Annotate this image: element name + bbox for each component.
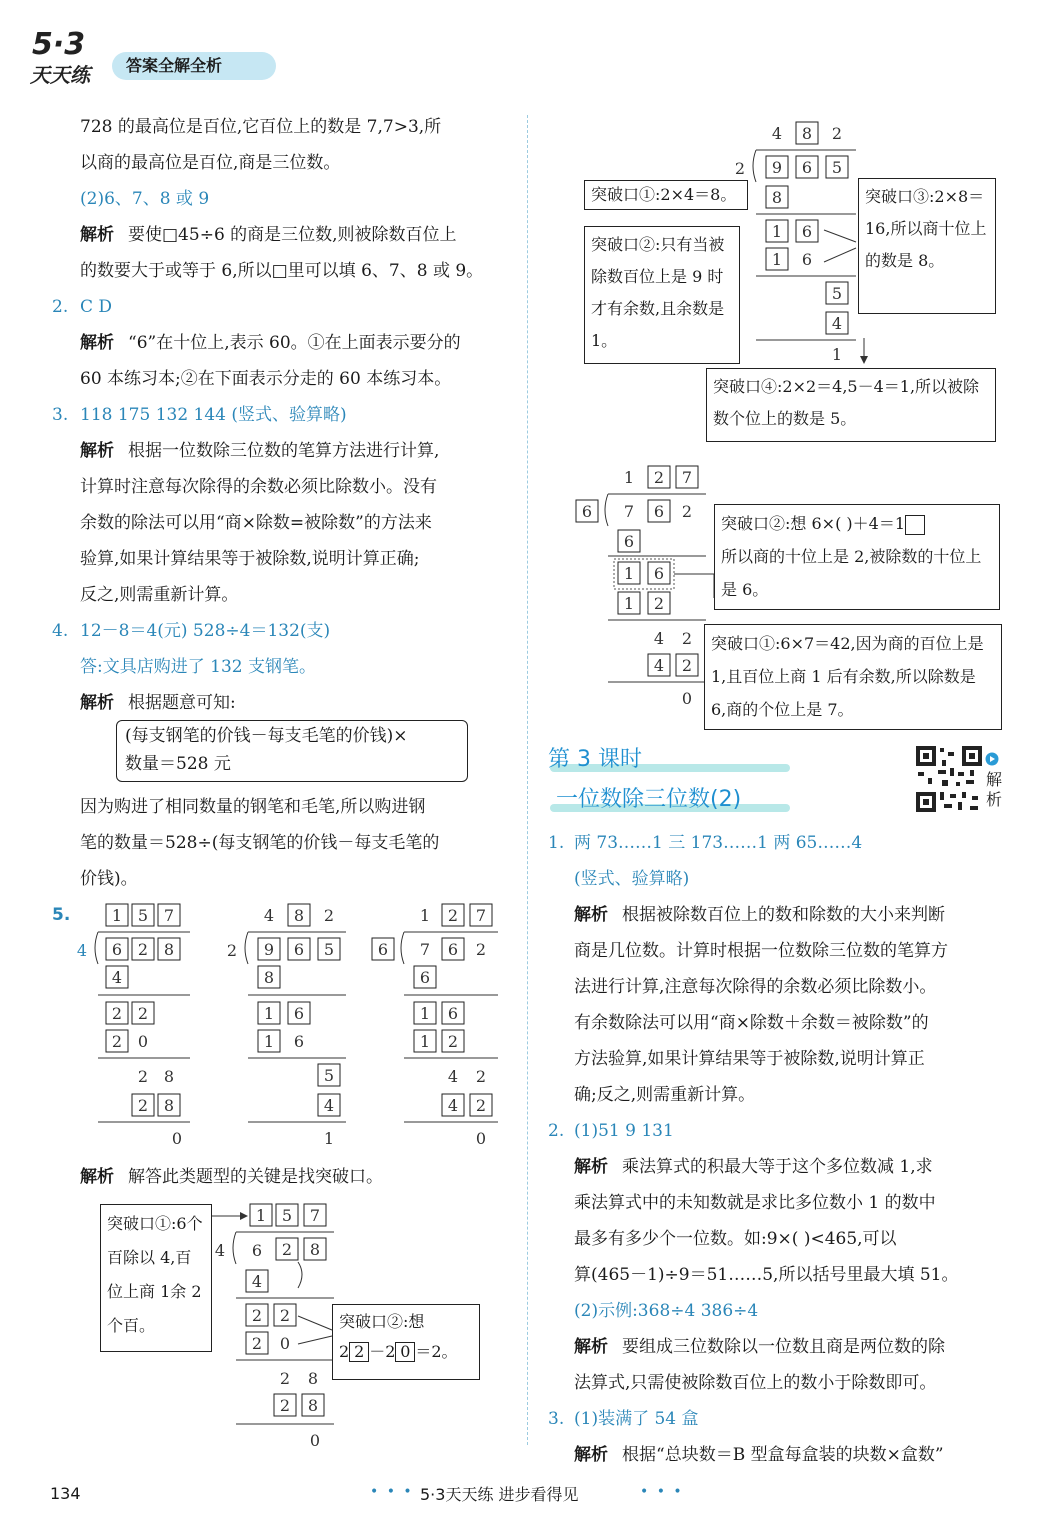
text-line: 笔的数量＝528÷(每支钢笔的价钱－每支毛笔的 [80, 833, 440, 853]
svg-text:8: 8 [801, 124, 813, 143]
text-line: 反之,则需重新计算。 [80, 585, 239, 605]
svg-text:7: 7 [419, 940, 431, 959]
digit-box: 0 [395, 1342, 415, 1362]
answer-line: 答:文具店购进了 132 支钢笔。 [80, 657, 316, 677]
svg-text:2: 2 [279, 1396, 291, 1415]
text-line: 根据题意可知: [128, 693, 236, 713]
svg-text:5: 5 [323, 1066, 335, 1085]
svg-text:1: 1 [831, 345, 843, 364]
long-division-3 [368, 900, 508, 1150]
analysis-tag: 解析 [574, 1337, 608, 1357]
svg-text:2: 2 [137, 1004, 149, 1023]
answer-line: (2)示例:368÷4 386÷4 [574, 1301, 759, 1321]
text-line: 最多有多少个一位数。如:9×( )<465,可以 [574, 1229, 897, 1249]
svg-text:2: 2 [681, 629, 693, 648]
text-line: 法算式,只需使被除数百位上的数小于除数即可。 [574, 1373, 937, 1393]
svg-text:1: 1 [111, 906, 123, 925]
formula-line: (每支钢笔的价钱－每支毛笔的价钱)× [125, 726, 408, 746]
svg-text:7: 7 [623, 502, 635, 521]
svg-text:1: 1 [263, 1032, 275, 1051]
svg-text:4: 4 [76, 941, 88, 960]
svg-text:6: 6 [653, 502, 665, 521]
text-line: 以商的最高位是百位,商是三位数。 [80, 153, 341, 173]
svg-text:4: 4 [771, 124, 783, 143]
note-text: －2 [369, 1342, 396, 1361]
svg-text:2: 2 [279, 1369, 291, 1388]
svg-text:8: 8 [163, 940, 175, 959]
svg-text:5: 5 [831, 284, 843, 303]
svg-text:1: 1 [771, 222, 783, 241]
svg-text:4: 4 [653, 656, 665, 675]
text-line: 计算时注意每次除得的余数必须比除数小。没有 [80, 477, 437, 497]
breakthrough-note-top-2: 突破口②:只有当被除数百位上是 9 时才有余数,且余数是 1。 [584, 226, 740, 364]
svg-text:2: 2 [831, 124, 843, 143]
svg-text:7: 7 [309, 1206, 321, 1225]
svg-text:1: 1 [771, 250, 783, 269]
svg-text:5: 5 [137, 906, 149, 925]
svg-text:0: 0 [681, 689, 693, 708]
text-line: 解答此类题型的关键是找突破口。 [128, 1167, 383, 1187]
text-line: 的数要大于或等于 6,所以□里可以填 6、7、8 或 9。 [80, 261, 484, 281]
svg-text:2: 2 [137, 940, 149, 959]
text-line: 有余数除法可以用“商×除数＋余数＝被除数”的 [574, 1013, 929, 1033]
breakthrough-note-top-4: 突破口④:2×2＝4,5－4＝1,所以被除数个位上的数是 5。 [706, 368, 996, 442]
svg-text:6: 6 [447, 1004, 459, 1023]
text-line: 余数的除法可以用“商×除数=被除数”的方法来 [80, 513, 432, 533]
svg-text:6: 6 [377, 940, 389, 959]
right-division-middle [572, 460, 722, 716]
svg-text:5: 5 [831, 158, 843, 177]
analysis-tag: 解析 [80, 225, 114, 245]
text-line: 算(465－1)÷9＝51……5,所以括号里最大填 51。 [574, 1265, 959, 1285]
svg-text:2: 2 [681, 656, 693, 675]
question-number: 4. [52, 621, 69, 641]
note-text: 突破口②:想 6×( )＋4＝1 [721, 514, 905, 533]
text-line: 根据被除数百位上的数和除数的大小来判断 [622, 905, 945, 925]
svg-text:4: 4 [447, 1096, 459, 1115]
svg-text:4: 4 [251, 1272, 263, 1291]
svg-text:6: 6 [623, 532, 635, 551]
svg-text:6: 6 [801, 158, 813, 177]
text-line: 728 的最高位是百位,它百位上的数是 7,7>3,所 [80, 117, 442, 137]
svg-text:1: 1 [255, 1206, 267, 1225]
analysis-tag: 解析 [574, 1157, 608, 1177]
svg-text:4: 4 [111, 968, 123, 987]
svg-text:6: 6 [419, 968, 431, 987]
answer-line: (1)51 9 131 [574, 1121, 674, 1141]
page-number: 134 [50, 1484, 81, 1503]
note-text: 突破口②:想 [339, 1312, 425, 1331]
svg-text:4: 4 [653, 629, 665, 648]
header-title: 答案全解全析 [112, 52, 276, 80]
svg-text:2: 2 [653, 468, 665, 487]
text-line: 价钱)。 [80, 869, 138, 889]
analysis-tag: 解析 [80, 441, 114, 461]
text-line: 要使□45÷6 的商是三位数,则被除数百位上 [128, 225, 457, 245]
svg-text:0: 0 [475, 1129, 487, 1148]
svg-text:4: 4 [263, 906, 275, 925]
long-division-1 [72, 900, 202, 1150]
analysis-tag: 解析 [80, 693, 114, 713]
answer-line: 两 73……1 三 173……1 两 65……4 [574, 833, 863, 853]
svg-text:6: 6 [293, 940, 305, 959]
question-number: 2. [52, 297, 69, 317]
text-line: 乘法算式中的未知数就是求比多位数小 1 的数中 [574, 1193, 936, 1213]
svg-text:2: 2 [137, 1096, 149, 1115]
formula-line: 数量＝528 元 [125, 754, 231, 774]
svg-text:2: 2 [447, 906, 459, 925]
svg-text:1: 1 [623, 468, 635, 487]
svg-text:8: 8 [293, 906, 305, 925]
svg-text:2: 2 [279, 1306, 291, 1325]
note-text: 2 [339, 1342, 350, 1361]
svg-text:6: 6 [447, 940, 459, 959]
formula-box [116, 720, 468, 782]
svg-text:2: 2 [323, 906, 335, 925]
svg-text:8: 8 [307, 1369, 319, 1388]
svg-text:0: 0 [279, 1334, 291, 1353]
svg-text:5·3: 5·3 [32, 27, 86, 62]
svg-text:4: 4 [214, 1241, 226, 1260]
svg-text:1: 1 [323, 1129, 335, 1148]
svg-text:6: 6 [293, 1032, 305, 1051]
svg-text:0: 0 [137, 1032, 149, 1051]
text-line: 根据“总块数＝B 型盒每盒装的块数×盒数” [622, 1445, 944, 1465]
svg-text:2: 2 [447, 1032, 459, 1051]
svg-text:9: 9 [263, 940, 275, 959]
svg-text:2: 2 [111, 1004, 123, 1023]
svg-text:2: 2 [681, 502, 693, 521]
svg-text:2: 2 [475, 1096, 487, 1115]
analysis-tag: 解析 [80, 1167, 114, 1187]
answer-line: C D [80, 297, 113, 317]
lesson-title: 第 3 课时 [548, 747, 642, 772]
svg-text:1: 1 [263, 1004, 275, 1023]
svg-text:2: 2 [137, 1067, 149, 1086]
svg-text:2: 2 [251, 1306, 263, 1325]
brand-logo [28, 24, 108, 88]
text-line: 验算,如果计算结果等于被除数,说明计算正确; [80, 549, 420, 569]
svg-text:8: 8 [163, 1096, 175, 1115]
svg-text:7: 7 [681, 468, 693, 487]
blank-box [905, 515, 925, 535]
svg-text:2: 2 [475, 1067, 487, 1086]
svg-text:6: 6 [581, 502, 593, 521]
footer-dots-icon: • • • [370, 1484, 414, 1500]
digit-box: 2 [349, 1342, 369, 1362]
svg-text:1: 1 [623, 594, 635, 613]
svg-text:2: 2 [226, 941, 238, 960]
svg-text:8: 8 [263, 968, 275, 987]
svg-text:5: 5 [323, 940, 335, 959]
answer-line: (2)6、7、8 或 9 [80, 189, 210, 209]
svg-text:6: 6 [251, 1241, 263, 1260]
text-line: “6”在十位上,表示 60。①在上面表示要分的 [128, 333, 461, 353]
svg-text:6: 6 [801, 222, 813, 241]
svg-text:4: 4 [447, 1067, 459, 1086]
breakthrough-note-top-1: 突破口①:2×4＝8。 [584, 180, 748, 210]
note-text: ＝2。 [415, 1342, 458, 1361]
svg-text:8: 8 [771, 188, 783, 207]
analysis-tag: 解析 [574, 905, 608, 925]
svg-text:2: 2 [475, 940, 487, 959]
analysis-tag: 解析 [574, 1445, 608, 1465]
answer-line: 12－8＝4(元) 528÷4＝132(支) [80, 621, 331, 641]
text-line: 商是几位数。计算时根据一位数除三位数的笔算方 [574, 941, 948, 961]
long-division-2 [222, 900, 352, 1150]
svg-text:1: 1 [623, 564, 635, 583]
answer-line: 118 175 132 144 (竖式、验算略) [80, 405, 347, 425]
svg-text:8: 8 [309, 1240, 321, 1259]
svg-text:9: 9 [771, 158, 783, 177]
text-line: 60 本练习本;②在下面表示分走的 60 本练习本。 [80, 369, 452, 389]
note-text: 所以商的十位上是 2,被除数的十位上是 6。 [721, 547, 982, 599]
svg-text:2: 2 [281, 1240, 293, 1259]
svg-text:2: 2 [251, 1334, 263, 1353]
svg-text:2: 2 [111, 1032, 123, 1051]
svg-text:1: 1 [419, 906, 431, 925]
breakthrough-note-mid-1: 突破口①:6×7＝42,因为商的百位上是 1,且百位上商 1 后有余数,所以除数是 6,商的个位上是 7。 [704, 624, 1002, 730]
svg-text:4: 4 [323, 1096, 335, 1115]
svg-text:6: 6 [111, 940, 123, 959]
text-line: 根据一位数除三位数的笔算方法进行计算, [128, 441, 440, 461]
svg-text:天天练: 天天练 [30, 63, 90, 87]
breakthrough-note-top-3: 突破口③:2×8＝16,所以商十位上的数是 8。 [858, 178, 996, 314]
svg-text:6: 6 [293, 1004, 305, 1023]
play-icon [985, 752, 999, 766]
breakthrough-note-mid-2 [714, 504, 1000, 610]
question-number: 3. [52, 405, 69, 425]
svg-text:2: 2 [653, 594, 665, 613]
analysis-tag: 解析 [80, 333, 114, 353]
text-line: 确;反之,则需重新计算。 [574, 1085, 756, 1105]
svg-text:0: 0 [309, 1431, 321, 1450]
breakthrough-note-2 [332, 1304, 480, 1380]
svg-text:7: 7 [163, 906, 175, 925]
qr-code-icon[interactable] [914, 744, 984, 814]
question-number: 1. [548, 833, 565, 853]
text-line: 乘法算式的积最大等于这个多位数减 1,求 [622, 1157, 933, 1177]
answer-line: (1)装满了 54 盒 [574, 1409, 699, 1429]
breakthrough-note-1: 突破口①:6个百除以 4,百位上商 1余 2 个百。 [100, 1204, 212, 1352]
svg-text:0: 0 [171, 1129, 183, 1148]
svg-text:1: 1 [419, 1004, 431, 1023]
svg-text:5: 5 [281, 1206, 293, 1225]
svg-text:1: 1 [419, 1032, 431, 1051]
text-line: 方法验算,如果计算结果等于被除数,说明计算正 [574, 1049, 925, 1069]
lesson-subtitle: 一位数除三位数(2) [556, 787, 742, 812]
svg-text:8: 8 [163, 1067, 175, 1086]
svg-text:7: 7 [475, 906, 487, 925]
qr-label: 解析 [986, 770, 1003, 809]
svg-text:6: 6 [653, 564, 665, 583]
footer-dots-icon: • • • [640, 1484, 684, 1500]
footer-slogan: 5·3天天练 进步看得见 [420, 1485, 579, 1504]
answer-line: (竖式、验算略) [574, 869, 690, 889]
text-line: 因为购进了相同数量的钢笔和毛笔,所以购进钢 [80, 797, 426, 817]
svg-text:8: 8 [307, 1396, 319, 1415]
text-line: 法进行计算,注意每次除得的余数必须比除数小。 [574, 977, 937, 997]
question-number: 5. [52, 905, 71, 925]
question-number: 2. [548, 1121, 565, 1141]
question-number: 3. [548, 1409, 565, 1429]
svg-text:4: 4 [831, 314, 843, 333]
svg-text:6: 6 [801, 250, 813, 269]
column-divider [527, 115, 528, 1445]
text-line: 要组成三位数除以一位数且商是两位数的除 [622, 1337, 945, 1357]
svg-text:2: 2 [734, 159, 746, 178]
